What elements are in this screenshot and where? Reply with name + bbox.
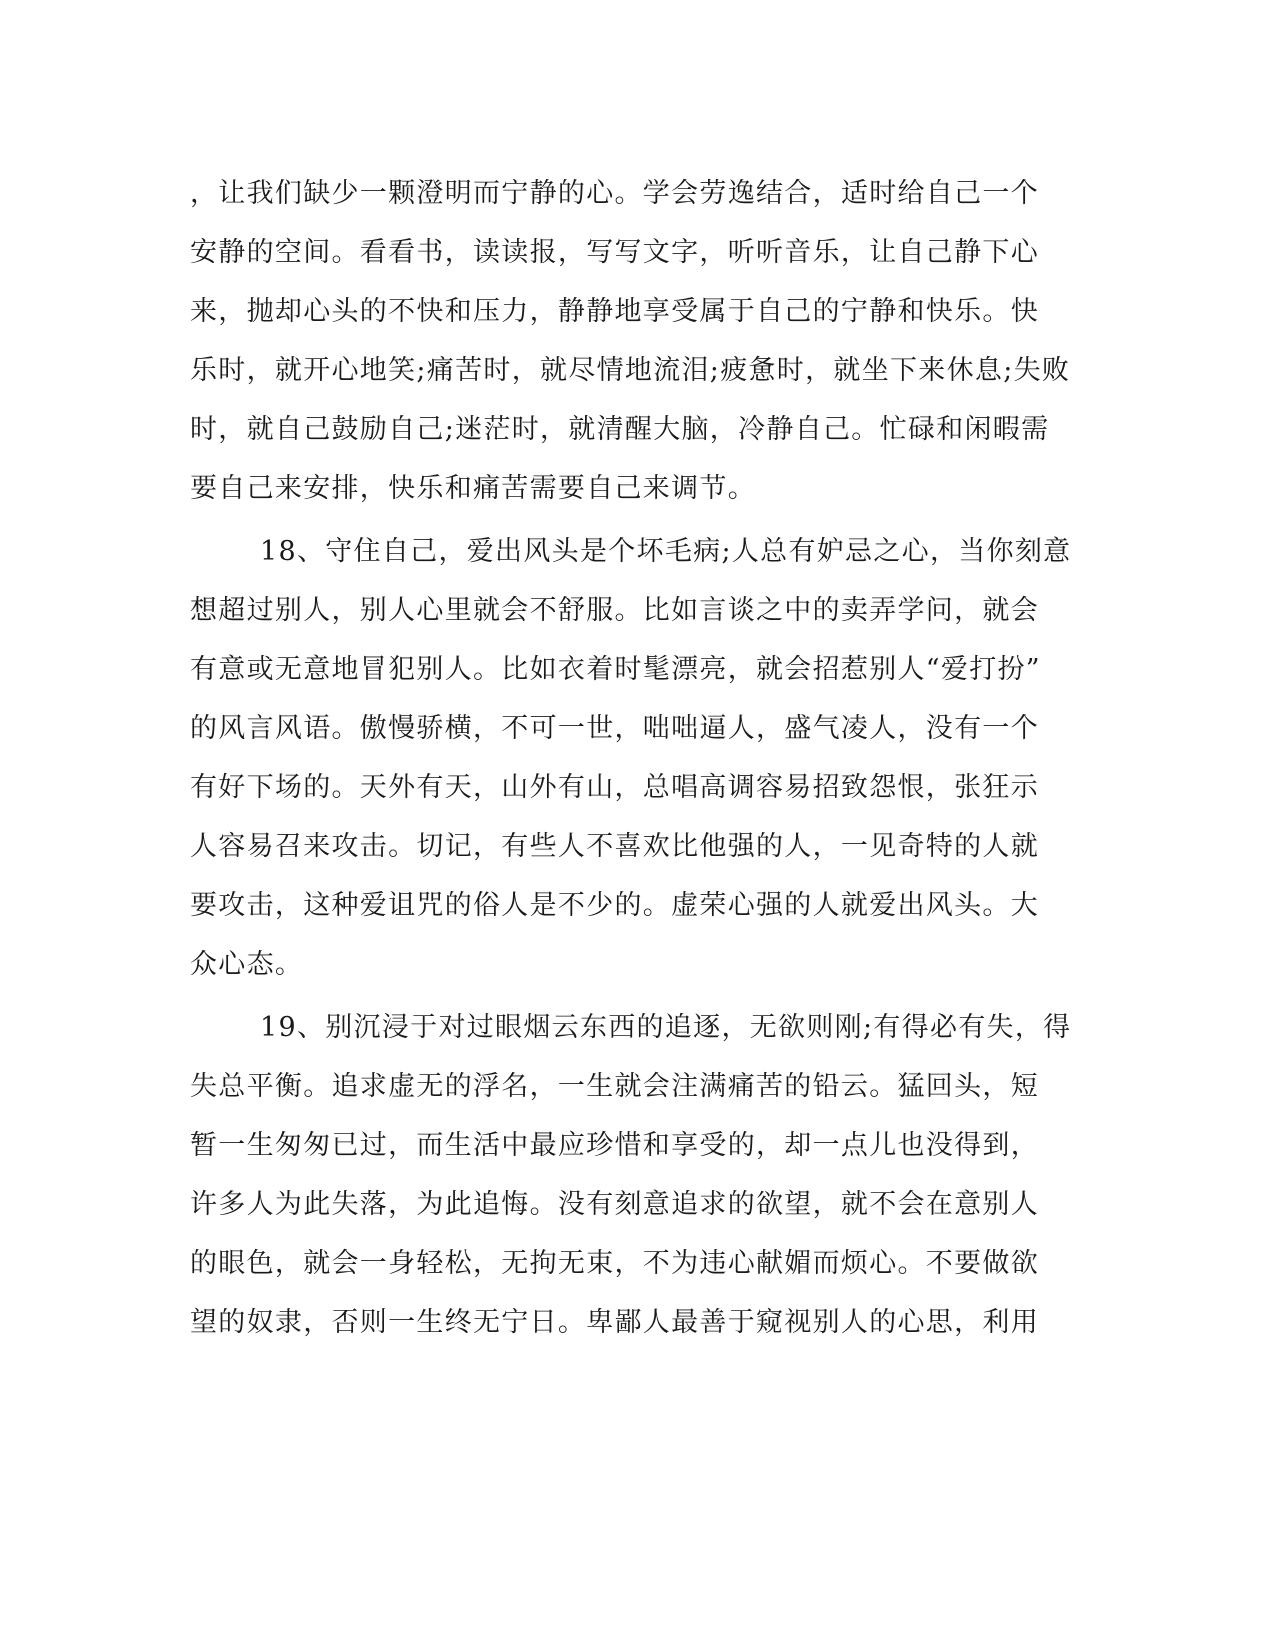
text-line: 要自己来安排，快乐和痛苦需要自己来调节。 (190, 473, 756, 504)
text-line: 人容易召来攻击。切记，有些人不喜欢比他强的人，一见奇特的人就 (190, 831, 1039, 862)
text-line: 18、守住自己，爱出风头是个坏毛病;人总有妒忌之心，当你刻意 (260, 536, 1072, 567)
text-line: 来，抛却心头的不快和压力，静静地享受属于自己的宁静和快乐。快 (190, 296, 1039, 327)
text-line: 要攻击，这种爱诅咒的俗人是不少的。虚荣心强的人就爱出风头。大 (190, 890, 1039, 921)
text-line: 时，就自己鼓励自己;迷茫时，就清醒大脑，冷静自己。忙碌和闲暇需 (190, 414, 1050, 445)
text-line: 望的奴隶，否则一生终无宁日。卑鄙人最善于窥视别人的心思，利用 (190, 1307, 1039, 1338)
text-line: 19、别沉浸于对过眼烟云东西的追逐，无欲则刚;有得必有失，得 (260, 1012, 1072, 1043)
text-line: ，让我们缺少一颗澄明而宁静的心。学会劳逸结合，适时给自己一个 (190, 178, 1039, 209)
text-line: 乐时，就开心地笑;痛苦时，就尽情地流泪;疲惫时，就坐下来休息;失败 (190, 355, 1071, 386)
text-line: 的眼色，就会一身轻松，无拘无束，不为违心献媚而烦心。不要做欲 (190, 1248, 1039, 1279)
text-line: 许多人为此失落，为此追悔。没有刻意追求的欲望，就不会在意别人 (190, 1189, 1039, 1220)
paragraph-18 (190, 522, 1090, 994)
paragraph-continuation (190, 164, 1090, 518)
text-line: 想超过别人，别人心里就会不舒服。比如言谈之中的卖弄学问，就会 (190, 595, 1039, 626)
text-line: 有好下场的。天外有天，山外有山，总唱高调容易招致怨恨，张狂示 (190, 772, 1039, 803)
document-body (190, 164, 1090, 1352)
text-line: 暂一生匆匆已过，而生活中最应珍惜和享受的，却一点儿也没得到， (190, 1130, 1039, 1161)
text-line: 失总平衡。追求虚无的浮名，一生就会注满痛苦的铅云。猛回头，短 (190, 1071, 1039, 1102)
paragraph-19 (190, 998, 1090, 1352)
text-line: 众心态。 (190, 949, 304, 980)
text-line: 的风言风语。傲慢骄横，不可一世，咄咄逼人，盛气凌人，没有一个 (190, 713, 1039, 744)
text-line: 安静的空间。看看书，读读报，写写文字，听听音乐，让自己静下心 (190, 237, 1039, 268)
text-line: 有意或无意地冒犯别人。比如衣着时髦漂亮，就会招惹别人“爱打扮” (190, 654, 1041, 685)
